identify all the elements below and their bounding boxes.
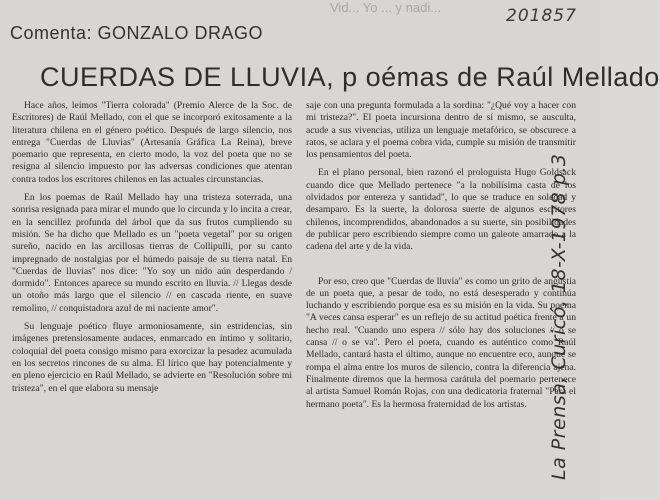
article-paragraph: saje con una pregunta formulada a la sordina: "¿Qué voy a hacer con mi tristeza?". El poeta incursiona dentro de sí mismo, se ausculta, acude a sus vivencias, utiliza un lenguaje metafórico, se obscurece a ratos, se aclara y el poema cobra vida, cumple su misión de transmitir los pensamientos del poeta. [306, 100, 576, 161]
bleed-through-text: Vid... Yo ... y nadi... [330, 0, 442, 15]
article-paragraph: Hace años, leímos "Tierra colorada" (Premio Alerce de la Soc. de Escritores) de Raúl Mellado, con el que se incorporó exitosamente a la literatura chilena en el género poético. Después de largo silencio, nos entrega "Cuerdas de Lluvias" (Artesanía Gráfica La Reina), breve poemario que representa, en cierto modo, la voz del poeta que no se resigna al silencio impuesto por las adversas condiciones que atentan contra todos los escritores chilenos en las actuales circunstancias. [12, 100, 292, 185]
article-column-right [306, 100, 576, 417]
handwritten-archive-number: 201857 [506, 6, 577, 26]
handwritten-source-note: La Prensa, Curicó, 18-X-1978 p.3 [548, 153, 570, 480]
byline: Comenta: GONZALO DRAGO [10, 23, 264, 43]
headline-subtitle: p oémas de Raúl Mellado [342, 62, 660, 92]
headline [40, 62, 660, 93]
article-paragraph: Por eso, creo que "Cuerdas de lluvia" es como un grito de angustia de un poeta que, a pesar de todo, no está desesperado y continúa luchando y escribiendo porque esa es su misión en la vida. Su poema "A veces cansa esperar" es un reflejo de su actitud poética frente a un hecho real. "Cuando uno espera // sólo hay dos soluciones // o se cansa // o se va". Pero el poeta, cuando es auténtico como Raúl Mellado, cantará hasta el último, aunque no encuentre eco, aunque se rompa el alma entre los muros de silencio, contra la diferencia ajena. Finalmente diremos que la hermosa carátula del poemario pertenece al artista Samuel Román Rojas, con una dedicatoria fraternal "Para el hermano poeta". Es la hermosa fraternidad de los artistas. [306, 275, 576, 410]
article-column-left [12, 100, 292, 401]
article-paragraph: En los poemas de Raúl Mellado hay una tristeza soterrada, una sonrisa resignada para mirar el mundo que lo circunda y lo incita a crear, en la sencillez profunda del árbol que da sus frutos cumpliendo su misión. Se ha dicho que Mellado es un "poeta vegetal" por su origen sureño, nacido en las arcillosas tierras de Collipulli, por su canto impregnado de nostalgias por el húmedo paisaje de su tierra natal. En "Cuerdas de lluvias" nos dice: "Yo soy un nido aún desperdando / dormido". Entonces aparece su mundo escrito en lluvia. // Llegas desde un otoño más largo que el silencio // en cascada riente, en suave remolino, // conquistadora azul de mi naciente amor". [12, 192, 292, 314]
article-paragraph: Su lenguaje poético fluye armoniosamente, sin estridencias, sin imágenes pretensiosamente audaces, enmarcado en íntimo y solitario, coloquial del poeta consigo mismo para exorcizar la pesadez acumulada en los secretos rincones de su alma. El lírico que hay potencialmente y en pleno ejercicio en Raúl Mellado, se advierte en "Resolución sobre mi tristeza", en el que elabora su mensaje [12, 321, 292, 394]
headline-title: CUERDAS DE LLUVIA, [40, 62, 335, 92]
article-paragraph: En el plano personal, bien razonó el prologuista Hugo Goldsack cuando dice que Mellado pertenece "a la nobilísima casta de los olvidados por entereza y santidad", lo que se traduce en soledad y desamparo. Es la suerte, la dolorosa suerte de algunos escritores chilenos, incomprendidos, abandonados a su suerte, sin posibilidades de publicar pero escribiendo siempre como un galeote amarrado a la cadena del arte y de la vida. [306, 167, 576, 253]
